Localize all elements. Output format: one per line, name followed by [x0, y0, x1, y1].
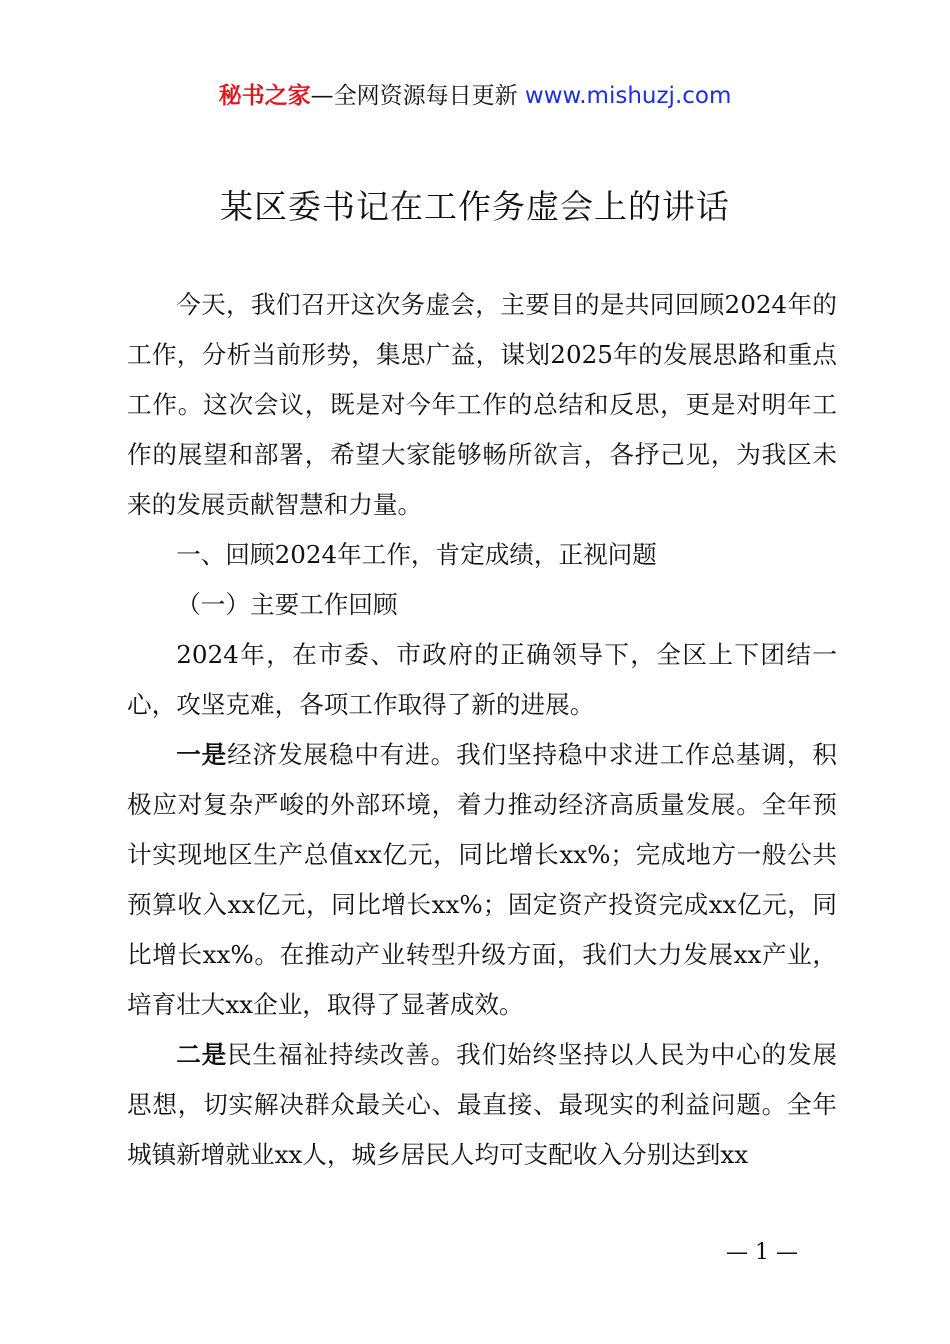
- point-one-lead: 一是: [176, 740, 228, 769]
- site-header: [0, 78, 950, 114]
- summary-paragraph: 2024年，在市委、市政府的正确领导下，全区上下团结一心，攻坚克难，各项工作取得了新的进展。: [127, 640, 837, 719]
- site-tagline: —全网资源每日更新: [310, 83, 525, 109]
- point-one-paragraph: [127, 730, 837, 1030]
- document-title: 某区委书记在工作务虚会上的讲话: [220, 187, 730, 226]
- document-body: [127, 280, 837, 1180]
- point-two-paragraph: [127, 1030, 837, 1180]
- site-brand: 秘书之家: [218, 83, 311, 109]
- point-two-text: 民生福祉持续改善。我们始终坚持以人民为中心的发展思想，切实解决群众最关心、最直接、最现实的利益问题。全年城镇新增就业xx人，城乡居民人均可支配收入分别达到xx: [127, 1040, 837, 1169]
- section-heading: 一、回顾2024年工作，肯定成绩，正视问题: [176, 540, 657, 569]
- point-two-lead: 二是: [176, 1040, 228, 1069]
- intro-paragraph: 今天，我们召开这次务虚会，主要目的是共同回顾2024年的工作，分析当前形势，集思广益，谋划2025年的发展思路和重点工作。这次会议，既是对今年工作的总结和反思，更是对明年工作的展望和部署，希望大家能够畅所欲言，各抒己见，为我区未来的发展贡献智慧和力量。: [127, 290, 837, 519]
- page-number: — 1 —: [726, 1240, 798, 1265]
- point-one-text: 经济发展稳中有进。我们坚持稳中求进工作总基调，积极应对复杂严峻的外部环境，着力推动经济高质量发展。全年预计实现地区生产总值xx亿元，同比增长xx%；完成地方一般公共预算收入xx亿元，同比增长xx%；固定资产投资完成xx亿元，同比增长xx%。在推动产业转型升级方面，我们大力发展xx产业，培育壮大xx企业，取得了显著成效。: [127, 740, 837, 1019]
- subsection-heading: （一）主要工作回顾: [176, 590, 398, 619]
- site-url: www.mishuzj.com: [524, 83, 732, 109]
